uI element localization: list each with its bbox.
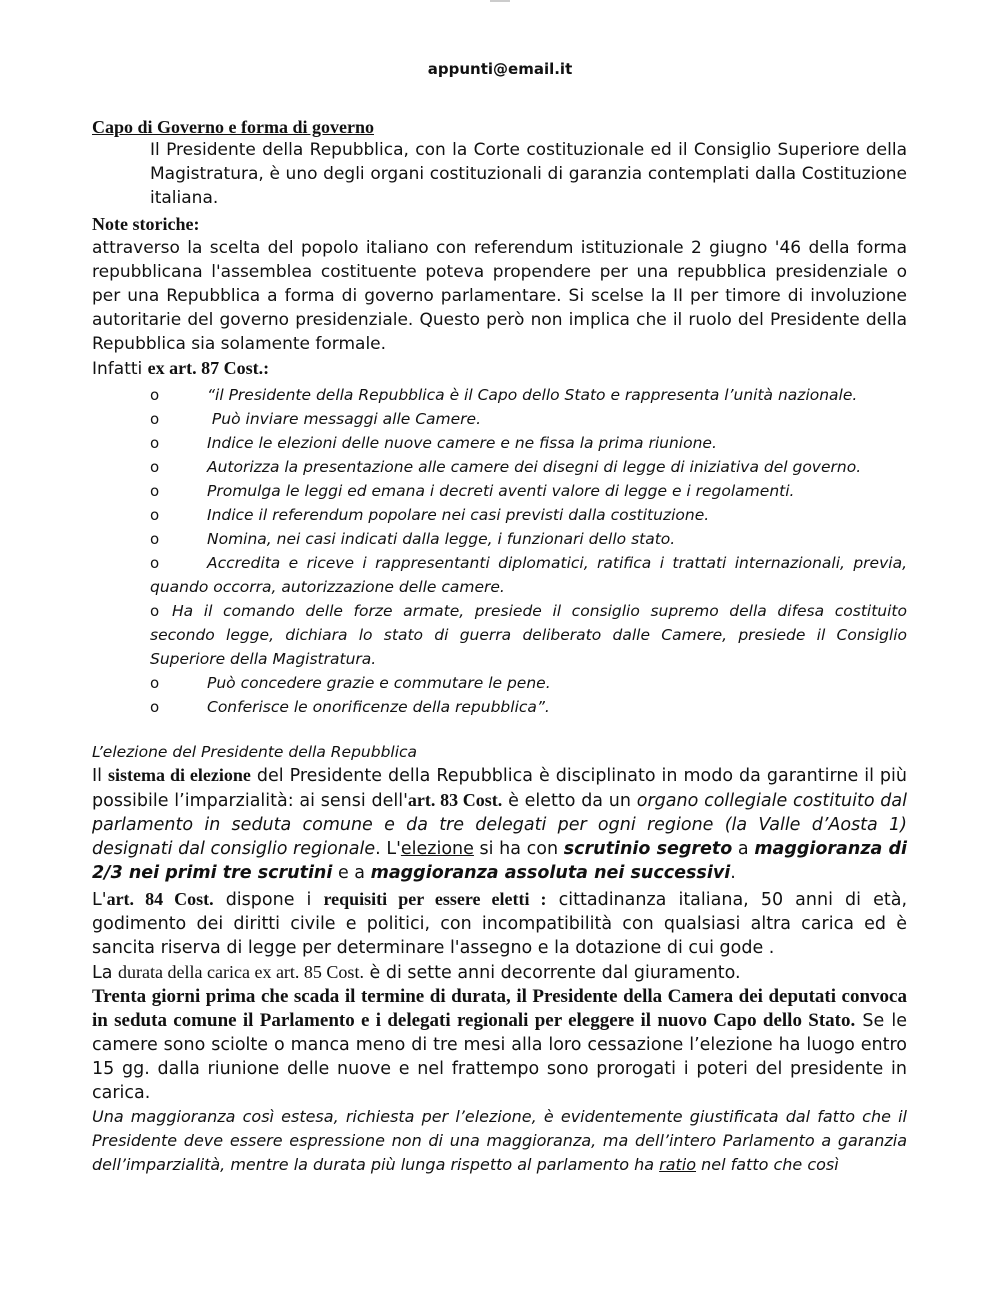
list-item: o Accredita e riceve i rappresentanti diplomatici, ratifica i trattati internazionali, previa, quando occorra, autorizzazione delle camere. bbox=[150, 551, 907, 599]
document-body bbox=[92, 116, 907, 1177]
bullet-icon: o bbox=[150, 506, 160, 524]
list-item: o Autorizza la presentazione alle camere dei disegni di legge di iniziativa del governo. bbox=[150, 455, 907, 479]
bullet-icon: o bbox=[150, 434, 160, 452]
notes-paragraph: attraverso la scelta del popolo italiano con referendum istituzionale 2 giugno '46 della forma repubblicana l'assemblea costituente poteva propendere per una repubblica presidenziale o per una Repubblica a forma di governo parlamentare. Si scelse la II per timore di involuzione autoritarie del governo presidenziale. Questo però non implica che il ruolo del Presidente della Repubblica sia solamente formale. bbox=[92, 238, 907, 354]
top-mark bbox=[490, 0, 510, 2]
art87-ref: ex art. 87 Cost.: bbox=[147, 358, 270, 378]
infatti-text: Infatti bbox=[92, 359, 148, 379]
elezione-paragraph-2: L'art. 84 Cost. dispone i requisiti per essere eletti : cittadinanza italiana, 50 anni di età, godimento dei diritti civile e politici, con incompatibilità con qualsiasi altra carica ed è sancita riserva di legge per determinare l'assegno e la dotazione di cui gode . bbox=[92, 889, 908, 958]
bullet-icon: o bbox=[150, 482, 160, 500]
list-item: o Conferisce le onorificenze della repubblica”. bbox=[150, 695, 907, 719]
list-item: o Può inviare messaggi alle Camere. bbox=[150, 407, 907, 431]
notes-title: Note storiche: bbox=[92, 214, 200, 234]
section-title: Capo di Governo e forma di governo bbox=[92, 117, 374, 137]
list-item: o Indice il referendum popolare nei casi previsti dalla costituzione. bbox=[150, 503, 907, 527]
bullet-icon: o bbox=[150, 674, 160, 692]
header-email: appunti@email.it bbox=[427, 60, 573, 78]
list-item: o Ha il comando delle forze armate, presiede il consiglio supremo della difesa costituito secondo legge, dichiara lo stato di guerra deliberato dalle Camere, presiede il Consiglio Superiore della Magistratura. bbox=[150, 599, 907, 671]
bullet-icon: o bbox=[150, 698, 160, 716]
list-item: o “il Presidente della Repubblica è il Capo dello Stato e rappresenta l’unità nazionale. bbox=[150, 383, 907, 407]
intro-paragraph: Il Presidente della Repubblica, con la Corte costituzionale ed il Consiglio Superiore della Magistratura, è uno degli organi costituzionali di garanzia contemplati dalla Costituzione italiana. bbox=[150, 140, 907, 208]
bullet-icon: o bbox=[150, 602, 160, 620]
elezione-paragraph-1: Il sistema di elezione del Presidente della Repubblica è disciplinato in modo da garantirne il più possibile l’imparzialità: ai sensi dell'art. 83 Cost. è eletto da un organo collegiale costituito dal parlamento in seduta comune e da tre delegati per ogni regione (la Valle d’Aosta 1) designati dal consiglio regionale. L'elezione si ha con scrutinio segreto a maggioranza di 2/3 nei primi tre scrutini e a maggioranza assoluta nei successivi. bbox=[92, 765, 908, 883]
art87-list bbox=[92, 383, 907, 719]
bullet-icon: o bbox=[150, 386, 160, 404]
bullet-icon: o bbox=[150, 554, 160, 572]
list-item: o Promulga le leggi ed emana i decreti aventi valore di legge e i regolamenti. bbox=[150, 479, 907, 503]
elezione-paragraph-5: Una maggioranza così estesa, richiesta per l’elezione, è evidentemente giustificata dal fatto che il Presidente deve essere espressione non di una maggioranza, ma dell’intero Parlamento a garanzia dell’imparzialità, mentre la durata più lunga rispetto al parlamento ha ratio nel fatto che così bbox=[92, 1107, 907, 1174]
list-item: o Può concedere grazie e commutare le pene. bbox=[150, 671, 907, 695]
list-item: o Nomina, nei casi indicati dalla legge, i funzionari dello stato. bbox=[150, 527, 907, 551]
elezione-heading: L’elezione del Presidente della Repubblica bbox=[92, 743, 418, 761]
bullet-icon: o bbox=[150, 410, 160, 428]
elezione-paragraph-4: Trenta giorni prima che scada il termine di durata, il Presidente della Camera dei deputati convoca in seduta comune il Parlamento e i delegati regionali per eleggere il nuovo Capo dello Stato. Se le camere sono sciolte o manca meno di tre mesi alla loro cessazione l’elezione ha luogo entro 15 gg. dalla riunione delle nuove e nel frattempo sono prorogati i poteri del presidente in carica. bbox=[92, 986, 907, 1103]
bullet-icon: o bbox=[150, 530, 160, 548]
bullet-icon: o bbox=[150, 458, 160, 476]
elezione-paragraph-3: La durata della carica ex art. 85 Cost. è di sette anni decorrente dal giuramento. bbox=[92, 962, 741, 983]
infatti-line bbox=[92, 356, 907, 381]
list-item: o Indice le elezioni delle nuove camere e ne fissa la prima riunione. bbox=[150, 431, 907, 455]
